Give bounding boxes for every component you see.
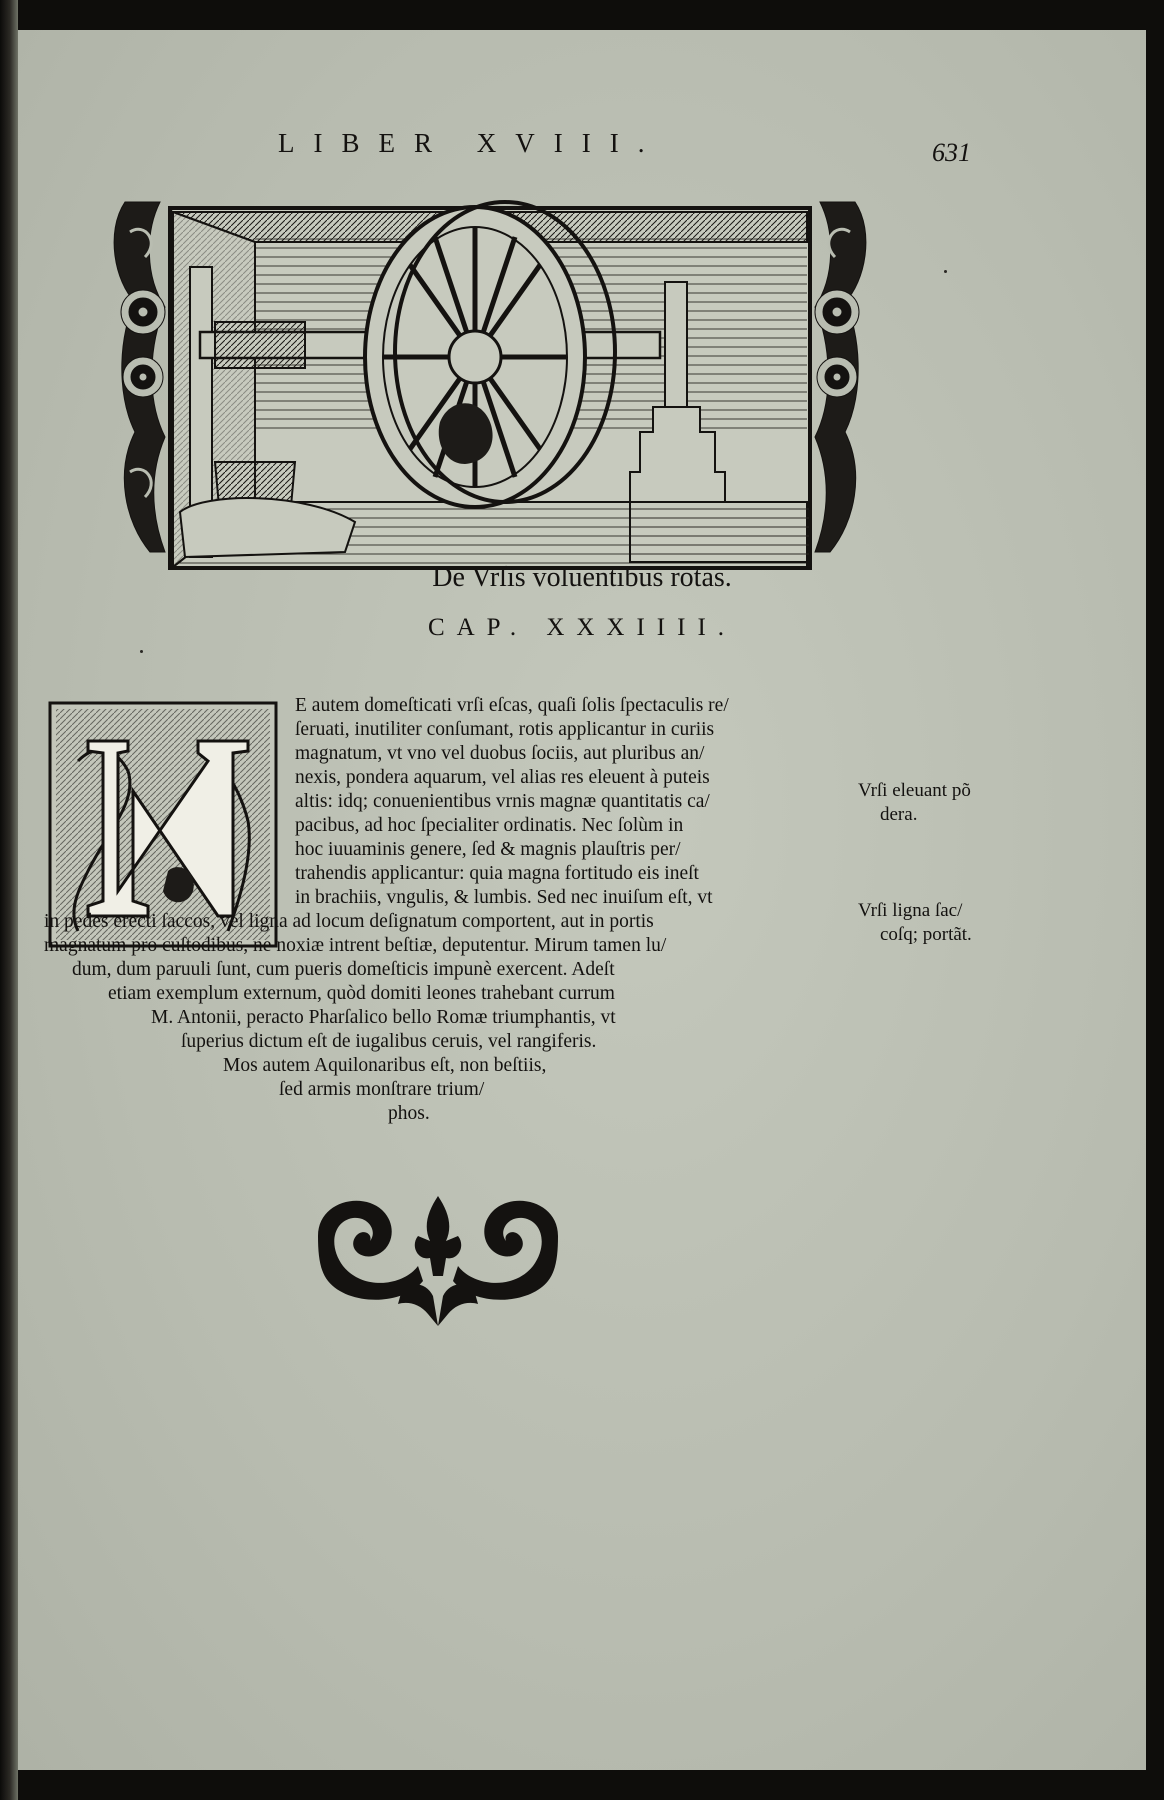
text-line: M. Antonii, peracto Pharſalico bello Romæ triumphantis, vt <box>151 1007 616 1028</box>
marginal-note <box>858 779 971 827</box>
marginal-note <box>858 899 972 947</box>
fleuron-ornament <box>308 1186 568 1331</box>
text-line: dum, dum paruuli ſunt, cum pueris domeſticis impunè exercent. Adeſt <box>72 959 615 980</box>
marginal-note-line: dera. <box>880 804 918 825</box>
text-line: phos. <box>388 1103 430 1124</box>
marginal-note-line: coſq; portãt. <box>880 924 972 945</box>
text-line: in pedes erecti ſaccos, vel ligna ad locum deſignatum comportent, aut in portis <box>44 911 654 932</box>
text-line: ſuperius dictum eſt de iugalibus ceruis, vel rangiferis. <box>181 1031 597 1052</box>
marginal-note-line: Vrſi eleuant põ <box>858 780 971 801</box>
running-head: LIBER XVIII. <box>278 128 664 158</box>
book-gutter <box>0 0 18 1800</box>
text-line: pacibus, ad hoc ſpecialiter ordinatis. Nec ſolùm in <box>295 815 684 836</box>
text-line: magnatum, vt vno vel duobus ſociis, aut pluribus an/ <box>295 743 705 764</box>
text-line: trahendis applicantur: quia magna fortitudo eis ineſt <box>295 863 699 884</box>
ink-speck <box>944 270 947 273</box>
book-page <box>18 30 1146 1770</box>
text-line: magnatum pro cuſtodibus, ne noxiæ intrent beſtiæ, deputentur. Mirum tamen lu/ <box>44 935 667 956</box>
text-line: altis: idq; conuenientibus vrnis magnæ quantitatis ca/ <box>295 791 710 812</box>
page-number: 631 <box>932 138 971 167</box>
text-line: ſeruati, inutiliter conſumant, rotis applicantur in curiis <box>295 719 715 740</box>
chapter-title: De Vrſis voluentibus rotas. <box>432 562 732 593</box>
right-ornament <box>815 202 866 552</box>
left-ornament <box>114 202 165 552</box>
marginal-note-line: Vrſi ligna ſac/ <box>858 900 963 921</box>
text-line: E autem domeſticati vrſi eſcas, quaſi ſolis ſpectaculis re/ <box>295 695 729 716</box>
text-line: ſed armis monſtrare trium/ <box>279 1079 485 1100</box>
text-line: etiam exemplum externum, quòd domiti leones trahebant currum <box>108 983 615 1004</box>
text-line: Mos autem Aquilonaribus eſt, non beſtiis, <box>223 1055 547 1076</box>
ink-speck <box>140 650 143 653</box>
chapter-number: CAP. XXXIIII. <box>427 614 737 641</box>
text-line: nexis, pondera aquarum, vel alias res eleuent à puteis <box>295 767 710 788</box>
text-line: hoc iuuaminis genere, ſed & magnis plauſtris per/ <box>295 839 681 860</box>
text-line: in brachiis, vngulis, & lumbis. Sed nec inuiſum eſt, vt <box>295 887 713 908</box>
woodcut-illustration <box>105 172 875 582</box>
